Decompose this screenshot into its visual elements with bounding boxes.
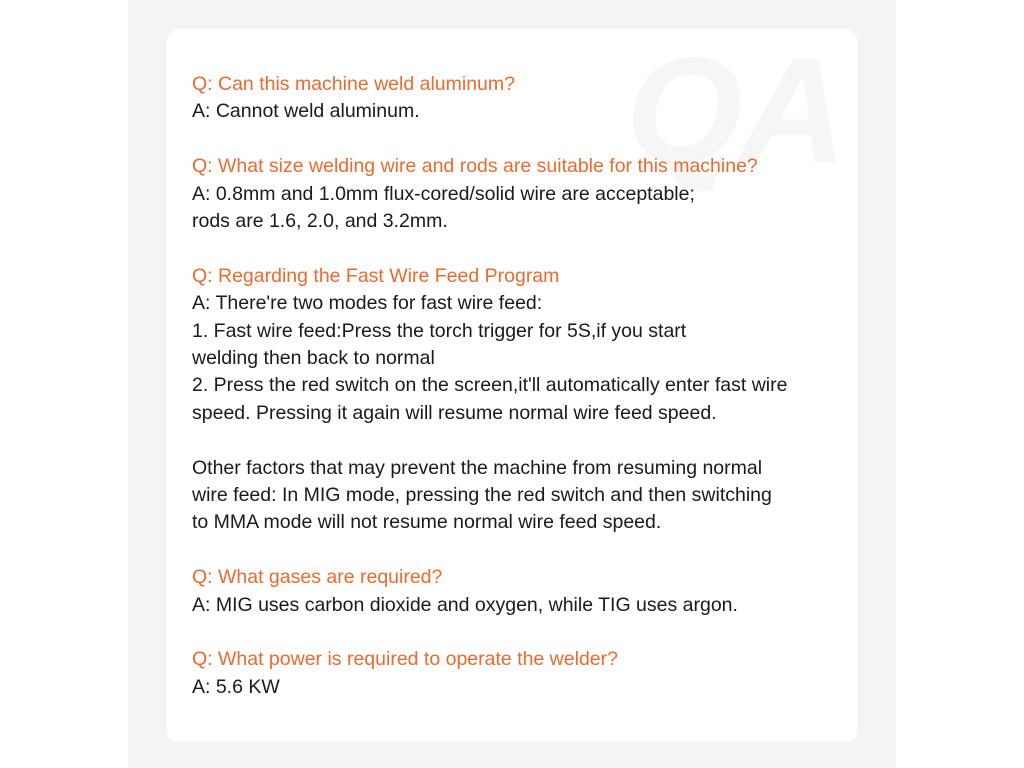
answer-line: A: There're two modes for fast wire feed: (192, 292, 543, 315)
answer-line: rods are 1.6, 2.0, and 3.2mm. (192, 210, 448, 233)
spacer (192, 537, 852, 564)
question-power: Q: What power is required to operate the welder? (192, 648, 618, 671)
note-line: to MMA mode will not resume normal wire feed speed. (192, 511, 662, 534)
answer-line: A: 5.6 KW (192, 675, 280, 698)
answer-line: A: MIG uses carbon dioxide and oxygen, while TIG uses argon. (192, 593, 738, 616)
question-wire-size: Q: What size welding wire and rods are suitable for this machine? (192, 155, 758, 178)
answer-line: 2. Press the red switch on the screen,it'll automatically enter fast wire (192, 374, 788, 397)
answer-line: 1. Fast wire feed:Press the torch trigger for 5S,if you start (192, 319, 687, 342)
answer-line: A: 0.8mm and 1.0mm flux-cored/solid wire are acceptable; (192, 182, 695, 205)
spacer (192, 619, 852, 646)
faq-content (192, 71, 852, 701)
note-line: wire feed: In MIG mode, pressing the red switch and then switching (192, 484, 772, 507)
question-fast-wire-feed: Q: Regarding the Fast Wire Feed Program (192, 264, 560, 287)
question-aluminum: Q: Can this machine weld aluminum? (192, 73, 515, 95)
note-line: Other factors that may prevent the machine from resuming normal (192, 456, 763, 479)
answer-line: welding then back to normal (192, 347, 435, 370)
spacer (192, 235, 852, 262)
spacer (192, 427, 852, 454)
spacer (192, 126, 852, 153)
answer-line: speed. Pressing it again will resume normal wire feed speed. (192, 401, 717, 424)
faq-card (167, 29, 857, 742)
answer-line: A: Cannot weld aluminum. (192, 100, 420, 123)
qa-watermark: QA (626, 29, 843, 194)
question-gases: Q: What gases are required? (192, 566, 443, 589)
